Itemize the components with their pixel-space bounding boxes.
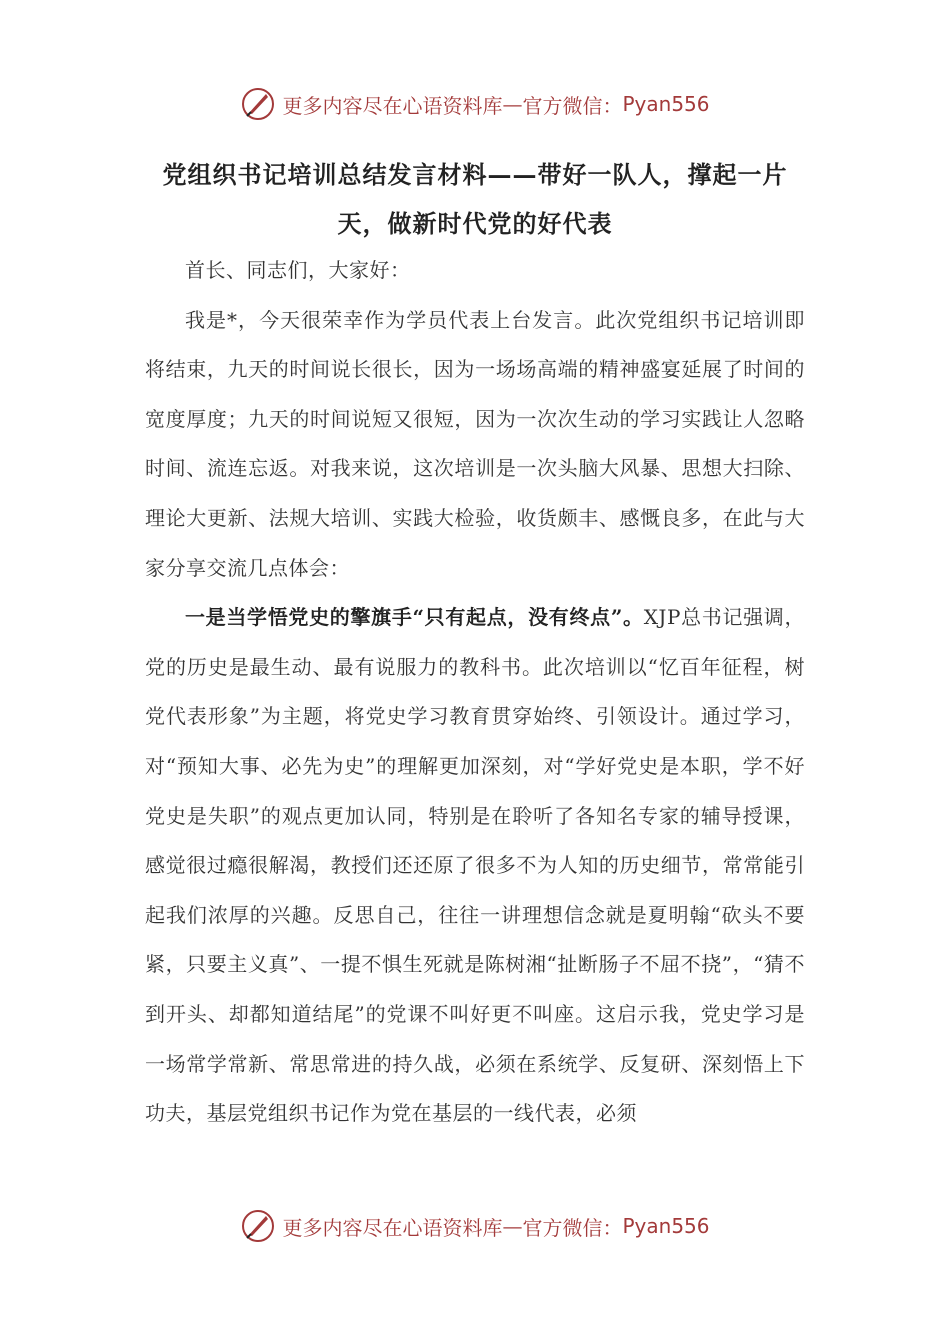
watermark-separator: — xyxy=(502,1214,523,1238)
paragraph-2-heading: 一是当学悟党史的擎旗手“只有起点，没有终点”。 xyxy=(185,605,644,630)
watermark-contact-label: 官方微信： xyxy=(522,1215,623,1240)
watermark-separator: — xyxy=(502,92,523,116)
watermark-banner-bottom xyxy=(0,1206,950,1246)
watermark-handle: Pyan556 xyxy=(622,1214,710,1238)
watermark-handle: Pyan556 xyxy=(622,92,710,116)
quill-seal-icon xyxy=(240,86,276,122)
watermark-site: 更多内容尽在心语资料库 xyxy=(282,93,503,118)
watermark-banner-top xyxy=(0,84,950,124)
document-body xyxy=(145,246,805,1139)
document-title: 党组织书记培训总结发言材料——带好一队人，撑起一片天，做新时代党的好代表 xyxy=(162,160,788,238)
watermark-site: 更多内容尽在心语资料库 xyxy=(282,1215,503,1240)
paragraph-1: 我是*，今天很荣幸作为学员代表上台发言。此次党组织书记培训即将结束，九天的时间说长很长，因为一场场高端的精神盛宴延展了时间的宽度厚度；九天的时间说短又很短，因为一次次生动的学习实践让人忽略时间、流连忘返。对我来说，这次培训是一次头脑大风暴、思想大扫除、理论大更新、法规大培训、实践大检验，收货颇丰、感慨良多，在此与大家分享交流几点体会： xyxy=(145,307,805,580)
paragraph-2-body: XJP总书记强调，党的历史是最生动、最有说服力的教科书。此次培训以“忆百年征程，树党代表形象”为主题，将党史学习教育贯穿始终、引领设计。通过学习，对“预知大事、必先为史”的理解更加深刻，对“学好党史是本职，学不好党史是失职”的观点更加认同，特别是在聆听了各知名专家的辅导授课，感觉很过瘾很解渴，教授们还还原了很多不为人知的历史细节，常常能引起我们浓厚的兴趣。反思自己，往往一讲理想信念就是夏明翰“砍头不要紧，只要主义真”、一提不惧生死就是陈树湘“扯断肠子不屈不挠”，“猜不到开头、却都知道结尾”的党课不叫好更不叫座。这启示我，党史学习是一场常学常新、常思常进的持久战，必须在系统学、反复研、深刻悟上下功夫，基层党组织书记作为党在基层的一线代表，必须 xyxy=(145,605,805,1126)
paragraph-2 xyxy=(145,593,805,1139)
watermark-contact-label: 官方微信： xyxy=(522,93,623,118)
greeting: 首长、同志们，大家好： xyxy=(185,258,411,282)
quill-seal-icon xyxy=(240,1208,276,1244)
